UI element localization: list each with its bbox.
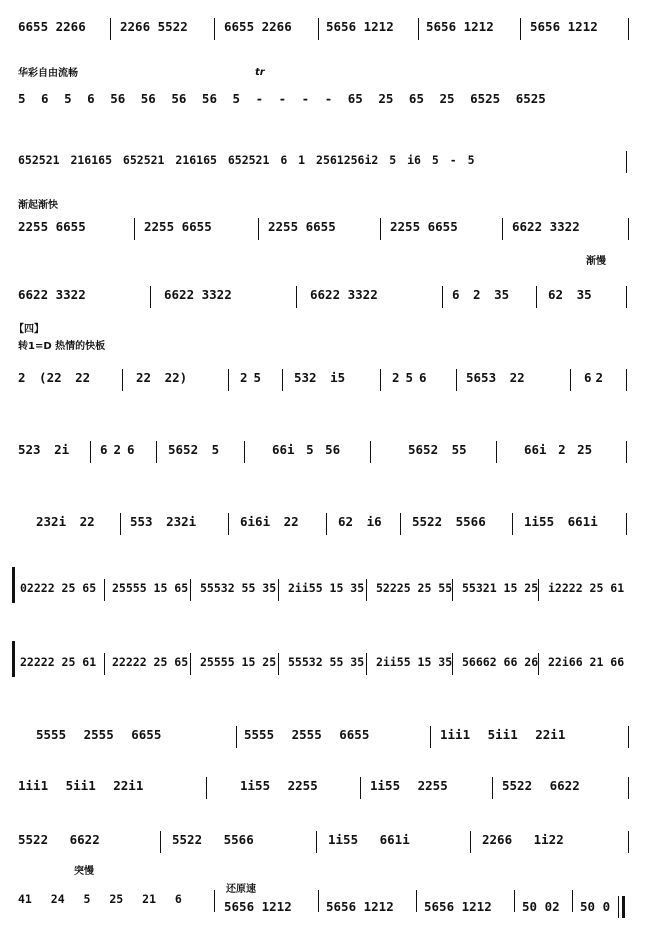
barline bbox=[370, 441, 371, 463]
trill-mark: tr bbox=[255, 67, 265, 78]
measure-6-6: 5653 22 bbox=[466, 370, 525, 385]
measure-1-3: 6655 2266 bbox=[224, 19, 292, 34]
barline bbox=[626, 369, 627, 391]
section-marker: 【四】 bbox=[14, 324, 44, 335]
measure-11-1: 5555 2555 6655 bbox=[36, 727, 162, 742]
measure-10-6: 56662 66 26 bbox=[462, 655, 539, 669]
measure-6-1: 2 (22 22 bbox=[18, 370, 91, 385]
barline bbox=[214, 18, 215, 40]
score-row-6 bbox=[0, 365, 648, 399]
measure-13-4: 2266 1i22 bbox=[482, 832, 564, 847]
barline bbox=[228, 369, 229, 391]
measure-8-1: 232i 22 bbox=[36, 514, 95, 529]
measure-6-3: 25 bbox=[240, 370, 268, 385]
measure-5-2: 6622 3322 bbox=[164, 287, 232, 302]
measure-1-6: 5656 1212 bbox=[530, 19, 598, 34]
measure-1-2: 2266 5522 bbox=[120, 19, 188, 34]
cadenza-line-1: 5 6 5 6 56 56 56 56 5 - - - - 65 25 65 25 6525 6525 bbox=[18, 91, 546, 106]
barline bbox=[282, 369, 283, 391]
measure-10-4: 55532 55 35 bbox=[288, 655, 365, 669]
barline bbox=[296, 286, 297, 308]
measure-12-4: 5522 6622 bbox=[502, 778, 580, 793]
barline bbox=[318, 18, 319, 40]
score-row-14 bbox=[0, 886, 648, 920]
barline bbox=[514, 890, 515, 912]
measure-9-2: 25555 15 65 bbox=[112, 581, 189, 595]
measure-8-2: 553 232i bbox=[130, 514, 197, 529]
measure-7-4: 66i 5 56 bbox=[272, 442, 341, 457]
final-barline bbox=[622, 896, 625, 918]
barline bbox=[160, 831, 161, 853]
measure-11-3: 1ii1 5ii1 22i1 bbox=[440, 727, 566, 742]
tempo-rit: 渐慢 bbox=[586, 256, 606, 267]
tempo-gradual-fast: 渐起渐快 bbox=[18, 200, 58, 211]
measure-4-3: 2255 6655 bbox=[268, 219, 336, 234]
measure-13-2: 5522 5566 bbox=[172, 832, 254, 847]
barline bbox=[278, 653, 279, 675]
barline bbox=[400, 513, 401, 535]
measure-14-5: 50 02 bbox=[522, 899, 560, 914]
measure-5-1: 6622 3322 bbox=[18, 287, 86, 302]
tempo-a-tempo: 还原速 bbox=[226, 884, 256, 895]
barline bbox=[628, 218, 629, 240]
tempo-sudden-slow: 突慢 bbox=[74, 866, 94, 877]
score-row-10 bbox=[0, 649, 648, 683]
barline bbox=[134, 218, 135, 240]
measure-8-6: 1i55 661i bbox=[524, 514, 598, 529]
barline bbox=[416, 890, 417, 912]
score-row-3 bbox=[0, 147, 648, 181]
measure-1-4: 5656 1212 bbox=[326, 19, 394, 34]
barline bbox=[120, 513, 121, 535]
key-change: 转1=D 热情的快板 bbox=[18, 341, 106, 352]
measure-9-1: 02222 25 65 bbox=[20, 581, 97, 595]
measure-7-1: 523 2i bbox=[18, 442, 70, 457]
measure-4-2: 2255 6655 bbox=[144, 219, 212, 234]
barline bbox=[456, 369, 457, 391]
score-row-12 bbox=[0, 773, 648, 807]
measure-13-3: 1i55 661i bbox=[328, 832, 410, 847]
measure-5-3: 6622 3322 bbox=[310, 287, 378, 302]
measure-14-6: 50 0 bbox=[580, 899, 611, 914]
barline bbox=[628, 18, 629, 40]
measure-4-5: 6622 3322 bbox=[512, 219, 580, 234]
barline bbox=[244, 441, 245, 463]
measure-9-4: 2ii55 15 35 bbox=[288, 581, 365, 595]
barline bbox=[538, 579, 539, 601]
barline bbox=[470, 831, 471, 853]
barline bbox=[570, 369, 571, 391]
cadenza-line-2: 652521 216165 652521 216165 652521 6 1 2561256i2 5 i6 5 - 5 bbox=[18, 153, 475, 167]
barline bbox=[452, 653, 453, 675]
barline bbox=[626, 286, 627, 308]
measure-6-4: 532 i5 bbox=[294, 370, 346, 385]
measure-13-1: 5522 6622 bbox=[18, 832, 100, 847]
barline bbox=[360, 777, 361, 799]
barline bbox=[214, 890, 215, 912]
measure-8-5: 5522 5566 bbox=[412, 514, 486, 529]
score-row-1 bbox=[0, 14, 648, 48]
barline bbox=[366, 579, 367, 601]
barline bbox=[228, 513, 229, 535]
measure-11-2: 5555 2555 6655 bbox=[244, 727, 370, 742]
measure-12-1: 1ii1 5ii1 22i1 bbox=[18, 778, 144, 793]
barline bbox=[258, 218, 259, 240]
barline bbox=[90, 441, 91, 463]
barline bbox=[496, 441, 497, 463]
score-row-8 bbox=[0, 509, 648, 543]
measure-8-3: 6i6i 22 bbox=[240, 514, 299, 529]
barline bbox=[492, 777, 493, 799]
barline bbox=[236, 726, 237, 748]
barline bbox=[536, 286, 537, 308]
barline bbox=[502, 218, 503, 240]
tempo-cadenza: 华彩自由流畅 bbox=[18, 68, 78, 79]
barline bbox=[190, 653, 191, 675]
barline bbox=[418, 18, 419, 40]
score-row-5 bbox=[0, 282, 648, 316]
barline bbox=[104, 653, 105, 675]
measure-7-6: 66i 2 25 bbox=[524, 442, 593, 457]
measure-14-4: 5656 1212 bbox=[424, 899, 492, 914]
measure-7-2: 626 bbox=[100, 442, 141, 457]
barline bbox=[278, 579, 279, 601]
measure-6-7: 62 bbox=[584, 370, 608, 385]
measure-14-1: 41 24 5 25 21 6 bbox=[18, 892, 182, 906]
barline bbox=[538, 653, 539, 675]
score-row-7 bbox=[0, 437, 648, 471]
measure-6-5: 256 bbox=[392, 370, 433, 385]
score-row-9 bbox=[0, 575, 648, 609]
score-row-2 bbox=[0, 86, 648, 120]
barline bbox=[512, 513, 513, 535]
measure-7-5: 5652 55 bbox=[408, 442, 467, 457]
barline bbox=[626, 441, 627, 463]
measure-10-7: 22i66 21 66 bbox=[548, 655, 625, 669]
measure-1-5: 5656 1212 bbox=[426, 19, 494, 34]
barline bbox=[572, 890, 573, 912]
measure-14-3: 5656 1212 bbox=[326, 899, 394, 914]
barline bbox=[380, 369, 381, 391]
barline bbox=[366, 653, 367, 675]
measure-4-4: 2255 6655 bbox=[390, 219, 458, 234]
barline bbox=[104, 579, 105, 601]
measure-10-2: 22222 25 65 bbox=[112, 655, 189, 669]
barline bbox=[626, 513, 627, 535]
measure-10-3: 25555 15 25 bbox=[200, 655, 277, 669]
barline bbox=[430, 726, 431, 748]
barline bbox=[150, 286, 151, 308]
measure-14-2: 5656 1212 bbox=[224, 899, 292, 914]
measure-1-1: 6655 2266 bbox=[18, 19, 86, 34]
barline bbox=[628, 726, 629, 748]
barline bbox=[452, 579, 453, 601]
barline bbox=[380, 218, 381, 240]
measure-12-3: 1i55 2255 bbox=[370, 778, 448, 793]
measure-8-4: 62 i6 bbox=[338, 514, 382, 529]
barline bbox=[626, 151, 627, 173]
measure-9-5: 52225 25 55 bbox=[376, 581, 453, 595]
measure-5-5: 62 35 bbox=[548, 287, 592, 302]
measure-4-1: 2255 6655 bbox=[18, 219, 86, 234]
barline bbox=[628, 777, 629, 799]
measure-12-2: 1i55 2255 bbox=[240, 778, 318, 793]
score-row-13 bbox=[0, 827, 648, 861]
barline bbox=[628, 831, 629, 853]
barline bbox=[206, 777, 207, 799]
barline bbox=[122, 369, 123, 391]
measure-9-6: 55321 15 25 bbox=[462, 581, 539, 595]
measure-9-7: i2222 25 61 bbox=[548, 581, 625, 595]
measure-7-3: 5652 5 bbox=[168, 442, 220, 457]
score-row-4 bbox=[0, 214, 648, 248]
barline bbox=[190, 579, 191, 601]
barline bbox=[618, 896, 619, 918]
measure-6-2: 22 22) bbox=[136, 370, 188, 385]
barline bbox=[520, 18, 521, 40]
measure-10-5: 2ii55 15 35 bbox=[376, 655, 453, 669]
measure-10-1: 22222 25 61 bbox=[20, 655, 97, 669]
measure-9-3: 55532 55 35 bbox=[200, 581, 277, 595]
barline bbox=[316, 831, 317, 853]
measure-5-4: 6 2 35 bbox=[452, 287, 510, 302]
barline bbox=[110, 18, 111, 40]
barline bbox=[442, 286, 443, 308]
barline bbox=[318, 890, 319, 912]
barline bbox=[156, 441, 157, 463]
barline bbox=[326, 513, 327, 535]
score-row-11 bbox=[0, 722, 648, 756]
